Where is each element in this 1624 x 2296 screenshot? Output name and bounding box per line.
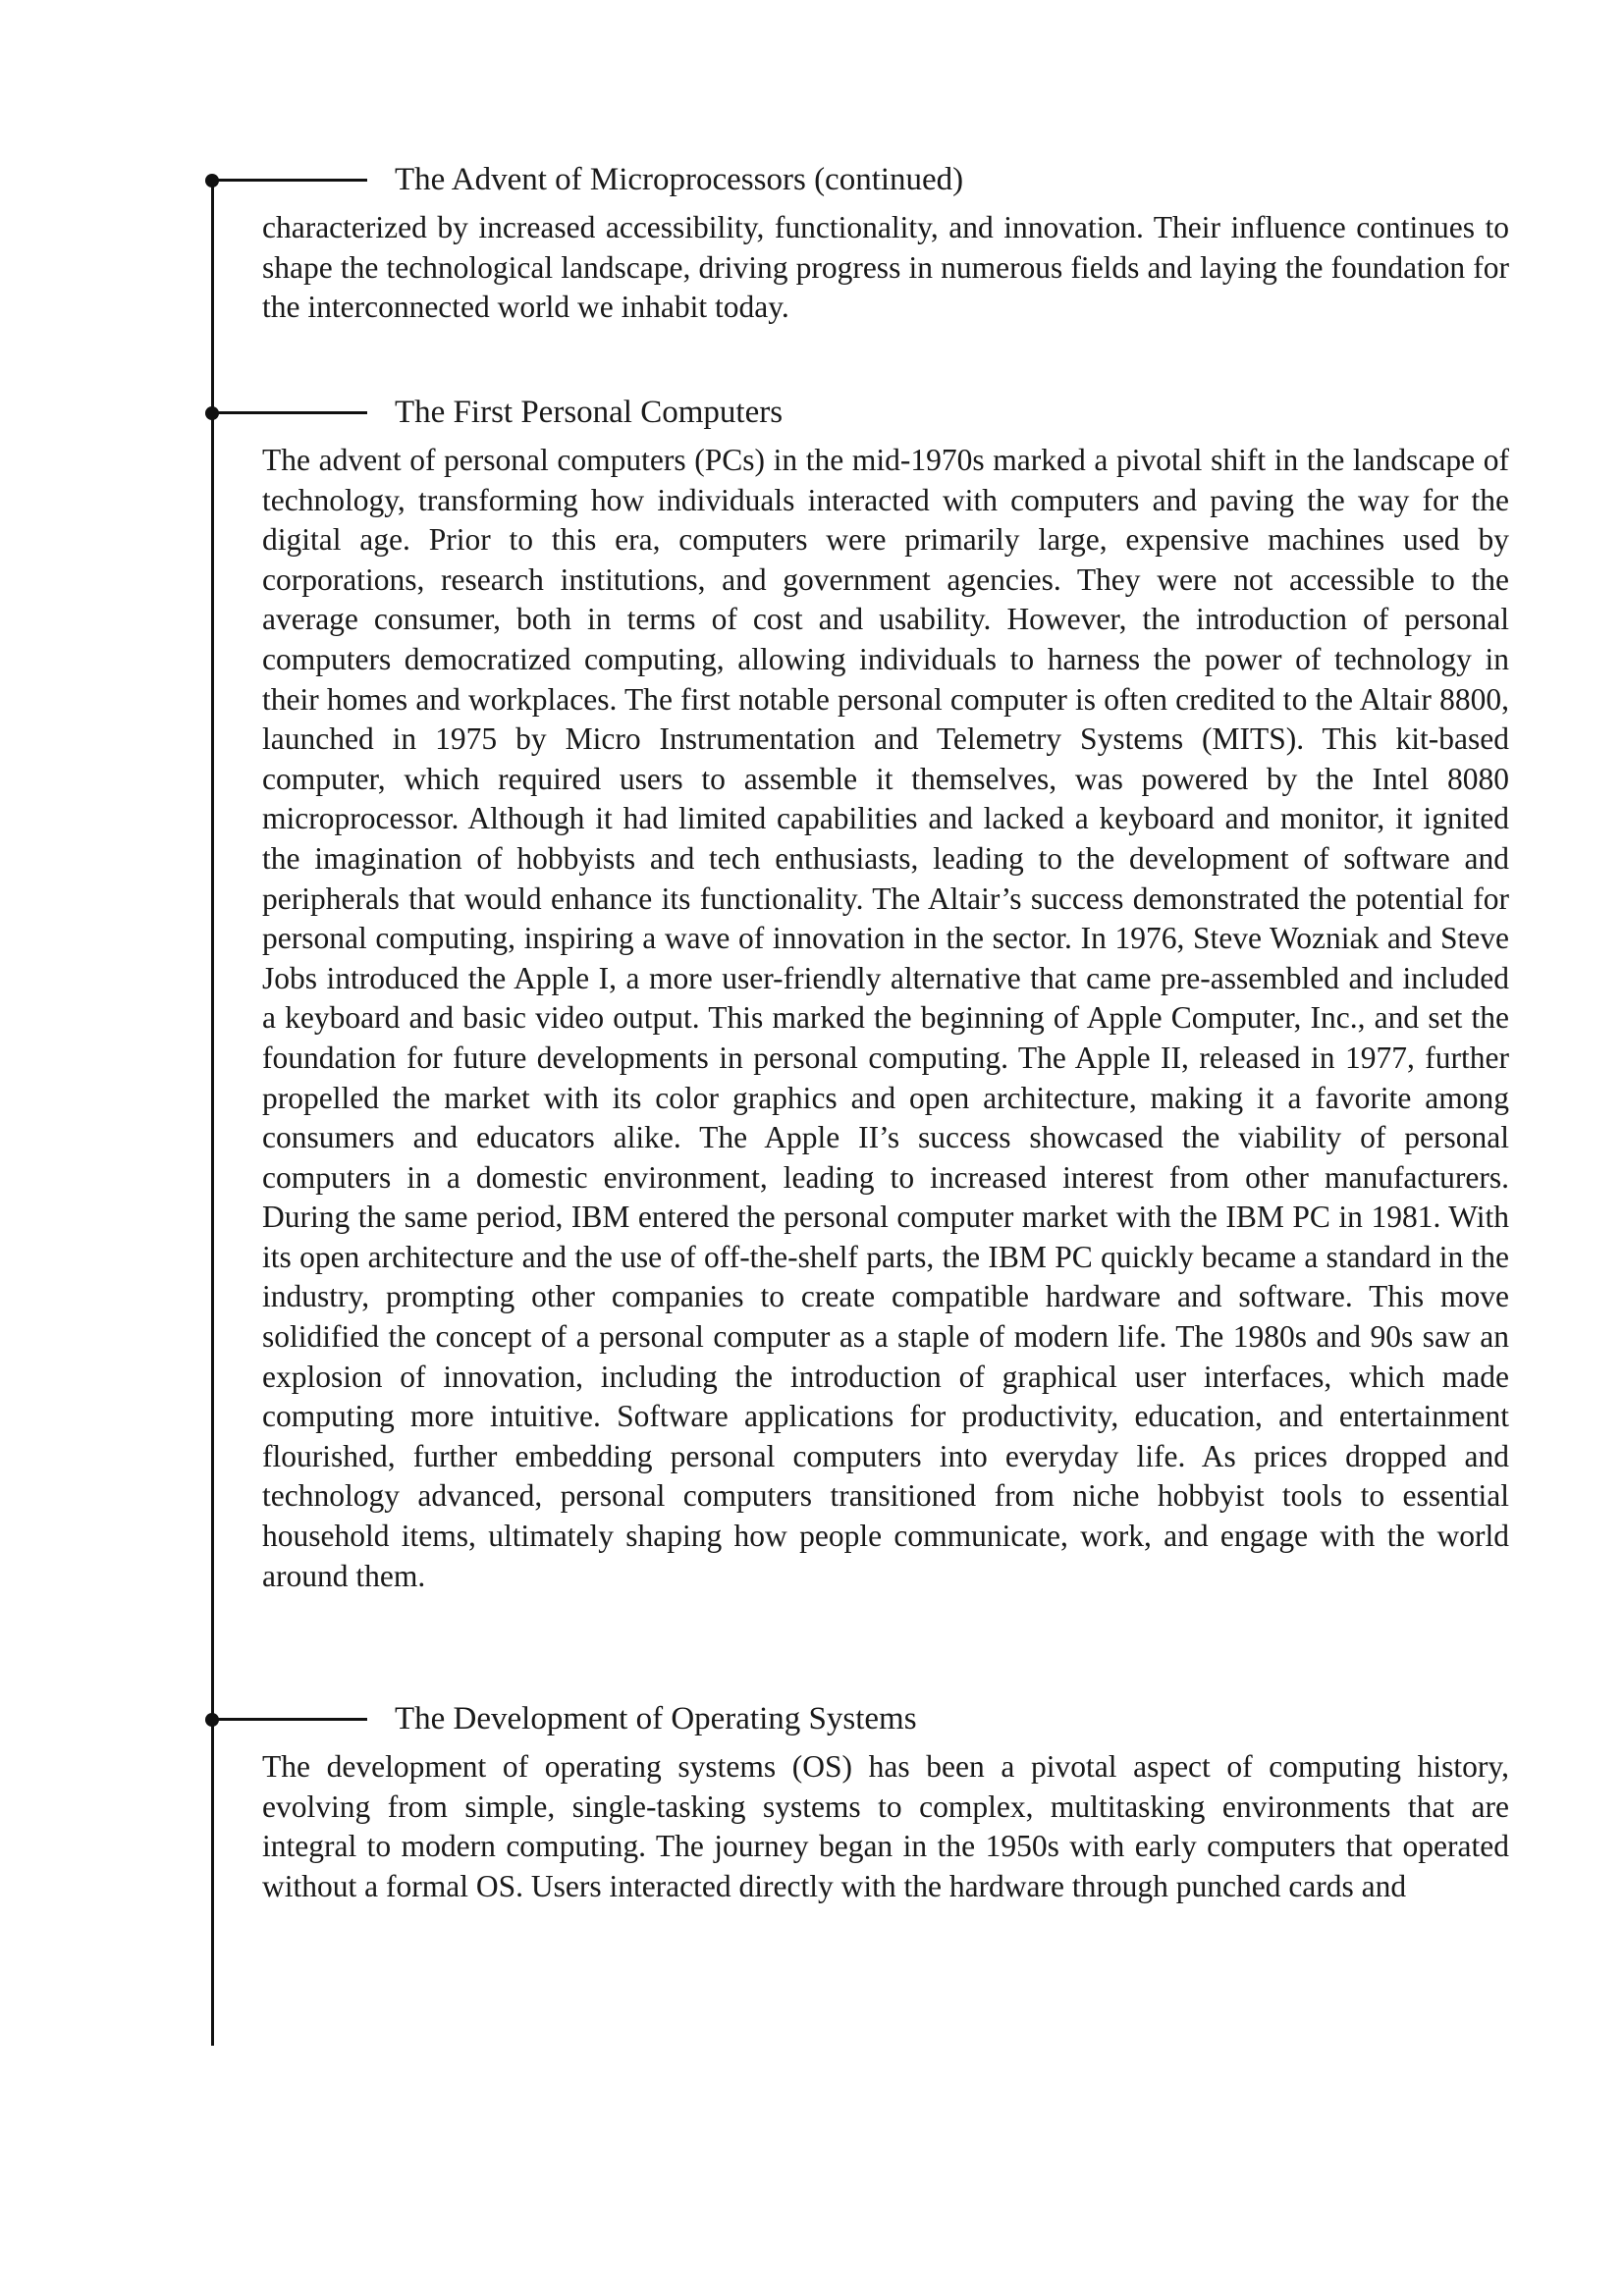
- section-body: characterized by increased accessibility, functionality, and innovation. Their influence continues to shape the technological landscape, driving progress in numerous fields and laying the foundation for the interconnected world we inhabit today.: [262, 210, 1509, 325]
- section-body: The development of operating systems (OS) has been a pivotal aspect of computing history, evolving from simple, single-tasking systems to complex, multitasking environments that are integral to modern computing. The journey began in the 1950s with early computers that operated without a formal OS. Users interacted directly with the hardware through punched cards and: [262, 1749, 1509, 1903]
- timeline-connector: [212, 411, 367, 414]
- section-heading: The First Personal Computers: [395, 395, 784, 430]
- timeline-connector: [212, 179, 367, 182]
- timeline-connector: [212, 1718, 367, 1721]
- timeline-line: [211, 181, 214, 2046]
- section-heading: The Development of Operating Systems: [395, 1701, 917, 1736]
- section-heading: The Advent of Microprocessors (continued): [395, 162, 964, 197]
- section-body: The advent of personal computers (PCs) in the mid-1970s marked a pivotal shift in the landscape of technology, transforming how individuals interacted with computers and paving the way for the digital age. Prior to this era, computers were primarily large, expensive machines used by corporations, research institutions, and government agencies. They were not accessible to the average consumer, both in terms of cost and usability. However, the introduction of personal computers democratized computing, allowing individuals to harness the power of technology in their homes and workplaces. The first notable personal computer is often credited to the Altair 8800, launched in 1975 by Micro Instrumentation and Telemetry Systems (MITS). This kit-based computer, which required users to assemble it themselves, was powered by the Intel 8080 microprocessor. Although it had limited capabilities and lacked a keyboard and monitor, it ignited the imagination of hobbyists and tech enthusiasts, leading to the development of software and peripherals that would enhance its functionality. The Altair’s success demonstrated the potential for personal computing, inspiring a wave of innovation in the sector. In 1976, Steve Wozniak and Steve Jobs introduced the Apple I, a more user-friendly alternative that came pre-assembled and included a keyboard and basic video output. This marked the beginning of Apple Computer, Inc., and set the foundation for future developments in personal computing. The Apple II, released in 1977, further propelled the market with its color graphics and open architecture, making it a favorite among consumers and educators alike. The Apple II’s success showcased the viability of personal computers in a domestic environment, leading to increased interest from other manufacturers. During the same period, IBM entered the personal computer market with the IBM PC in 1981. With its open architecture and the use of off-the-shelf parts, the IBM PC quickly became a standard in the industry, prompting other companies to create compatible hardware and software. This move solidified the concept of a personal computer as a staple of modern life. The 1980s and 90s saw an explosion of innovation, including the introduction of graphical user interfaces, which made computing more intuitive. Software applications for productivity, education, and entertainment flourished, further embedding personal computers into everyday life. As prices dropped and technology advanced, personal computers transitioned from niche hobbyist tools to essential household items, ultimately shaping how people communicate, work, and engage with the world around them.: [262, 443, 1509, 1593]
